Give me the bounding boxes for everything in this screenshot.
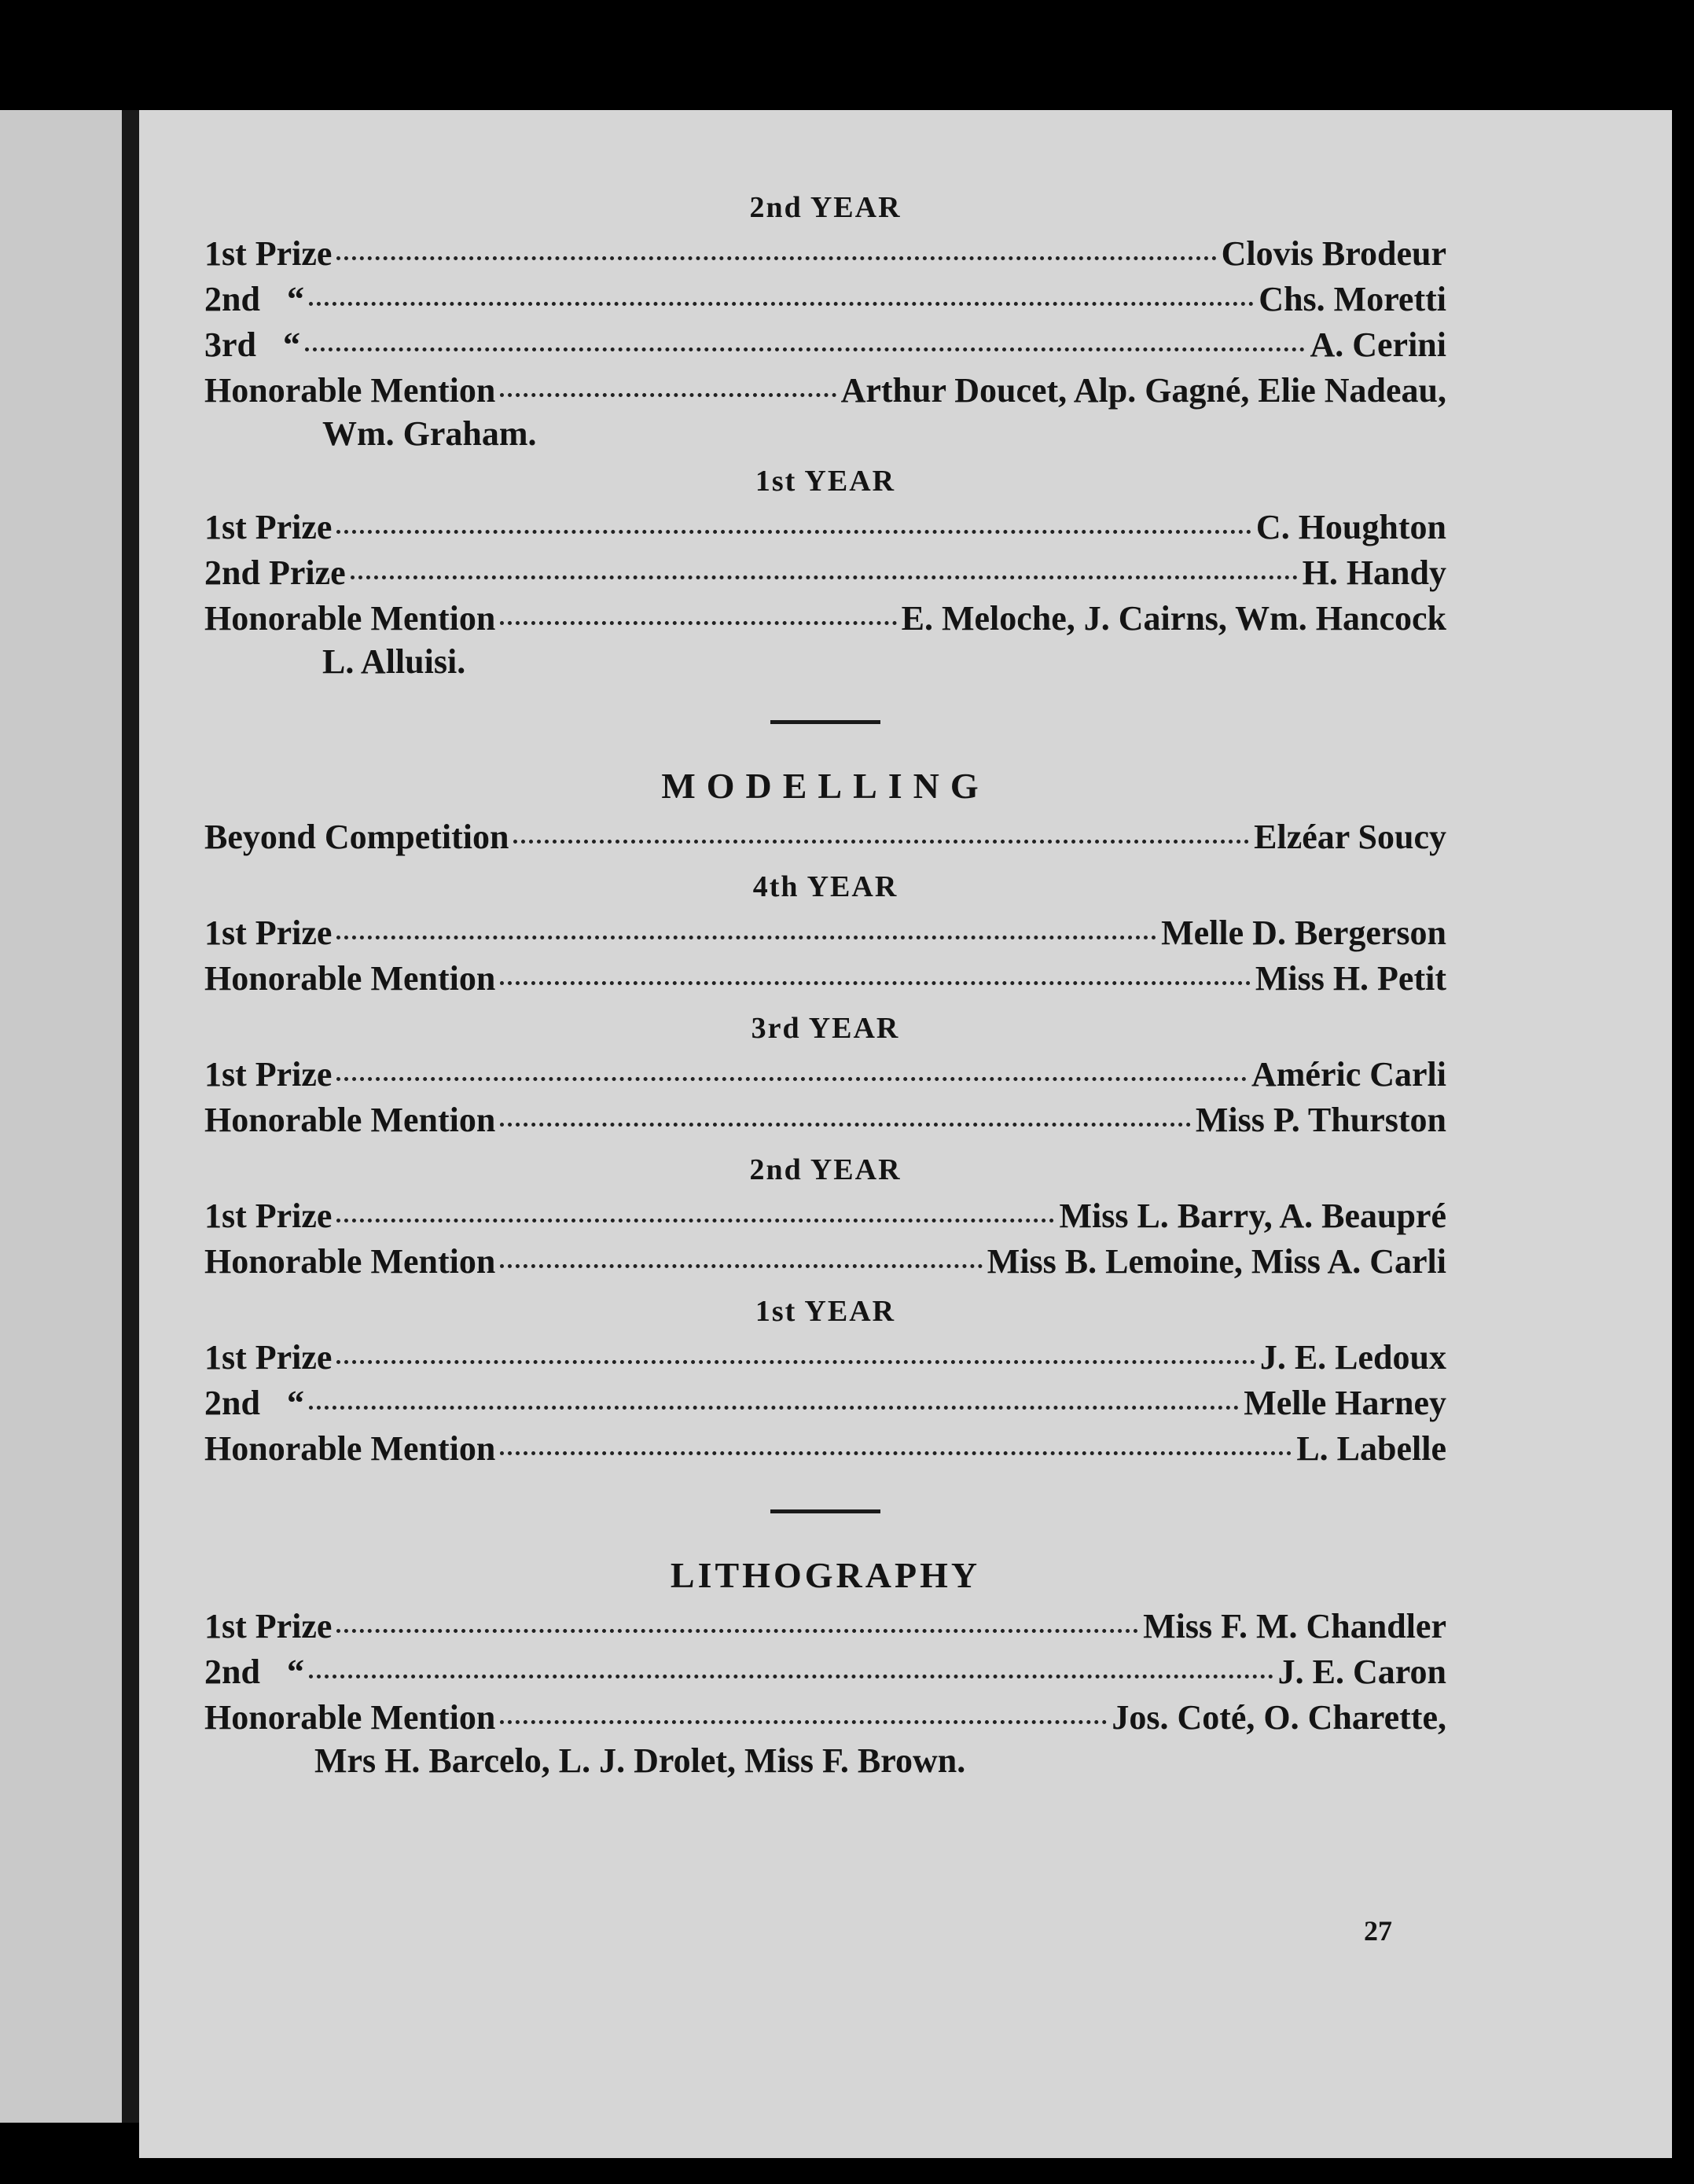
dot-leader (351, 575, 1298, 579)
award-row (204, 550, 1446, 596)
award-recipient: Clovis Brodeur (1221, 234, 1446, 273)
award-row (204, 505, 1446, 550)
recipient-continuation: L. Alluisi. (322, 642, 466, 681)
section-title-modelling: MODELLING (661, 766, 990, 806)
dot-leader (336, 530, 1251, 534)
award-label: 2nd (204, 280, 260, 318)
binding-gutter (122, 110, 139, 2123)
award-recipient: C. Houghton (1255, 508, 1446, 546)
year-heading: 1st YEAR (755, 1295, 896, 1328)
award-row (204, 956, 1446, 1002)
dot-leader (500, 1123, 1191, 1127)
award-row (204, 231, 1446, 277)
recipient-continuation: Mrs H. Barcelo, L. J. Drolet, Miss F. Brown. (314, 1741, 966, 1780)
dot-leader (336, 936, 1156, 939)
dot-leader (336, 1629, 1138, 1633)
award-recipient: J. E. Caron (1277, 1653, 1446, 1691)
award-recipient: J. E. Ledoux (1259, 1338, 1446, 1377)
award-row (204, 596, 1446, 642)
award-label: 2nd (204, 1653, 260, 1691)
year-heading: 3rd YEAR (751, 1012, 900, 1045)
award-recipient: Miss P. Thurston (1195, 1101, 1446, 1139)
award-recipient: Miss L. Barry, A. Beaupré (1059, 1197, 1446, 1235)
dot-leader (336, 1360, 1255, 1364)
award-row (204, 1193, 1446, 1239)
award-row (204, 1098, 1446, 1143)
dot-leader (336, 1077, 1247, 1081)
award-recipient: L. Labelle (1296, 1429, 1446, 1468)
dot-leader (336, 256, 1216, 260)
year-heading: 1st YEAR (755, 465, 896, 498)
award-recipient: Améric Carli (1251, 1055, 1446, 1094)
ditto-mark: “ (286, 1653, 304, 1691)
award-recipient: A. Cerini (1310, 325, 1446, 364)
dot-leader (336, 1219, 1054, 1223)
award-label: 1st Prize (204, 1607, 333, 1645)
page-content (204, 181, 1446, 1781)
dot-leader (500, 393, 836, 397)
award-recipient: Miss H. Petit (1255, 959, 1446, 998)
dot-leader (500, 621, 896, 625)
facing-page-edge (0, 110, 122, 2123)
award-row (204, 910, 1446, 956)
award-label: 1st Prize (204, 1197, 333, 1235)
award-row (204, 1239, 1446, 1285)
dot-leader (513, 840, 1249, 844)
recipient-continuation: Wm. Graham. (322, 414, 537, 453)
section-title-lithography: LITHOGRAPHY (670, 1555, 981, 1595)
ditto-mark: “ (286, 1384, 304, 1422)
award-label: Honorable Mention (204, 371, 496, 410)
award-recipient: H. Handy (1302, 553, 1446, 592)
award-label: 1st Prize (204, 914, 333, 952)
award-row (204, 322, 1446, 368)
award-row (204, 368, 1446, 414)
award-label: Honorable Mention (204, 1429, 496, 1468)
page-number: 27 (1364, 1915, 1392, 1947)
award-recipient: Elzéar Soucy (1254, 818, 1446, 856)
award-recipient: Melle D. Bergerson (1161, 914, 1446, 952)
award-label: Beyond Competition (204, 818, 509, 856)
award-row (204, 1695, 1446, 1741)
award-label: Honorable Mention (204, 959, 496, 998)
award-label: 1st Prize (204, 1338, 333, 1377)
award-row (204, 1649, 1446, 1695)
dot-leader (309, 1675, 1273, 1678)
dot-leader (500, 1720, 1107, 1724)
dot-leader (500, 981, 1251, 985)
year-heading: 2nd YEAR (749, 191, 902, 224)
year-heading: 4th YEAR (752, 870, 898, 903)
award-row (204, 1381, 1446, 1426)
award-row (204, 277, 1446, 322)
award-recipient: Miss F. M. Chandler (1143, 1607, 1446, 1645)
award-label: Honorable Mention (204, 1242, 496, 1281)
award-row (204, 1335, 1446, 1381)
dot-leader (305, 347, 1305, 351)
award-recipient: Jos. Coté, O. Charette, (1112, 1698, 1446, 1737)
ditto-mark: “ (286, 280, 304, 318)
ditto-mark: “ (283, 325, 300, 364)
award-label: 1st Prize (204, 234, 333, 273)
award-recipient: Chs. Moretti (1259, 280, 1446, 318)
award-recipient: Miss B. Lemoine, Miss A. Carli (987, 1242, 1446, 1281)
dot-leader (500, 1264, 982, 1268)
award-label: 3rd (204, 325, 256, 364)
award-recipient: Arthur Doucet, Alp. Gagné, Elie Nadeau, (840, 371, 1446, 410)
section-divider (770, 720, 880, 724)
award-label: 2nd (204, 1384, 260, 1422)
award-recipient: Melle Harney (1244, 1384, 1446, 1422)
section-divider (770, 1509, 880, 1513)
year-heading: 2nd YEAR (749, 1153, 902, 1186)
award-label: 2nd Prize (204, 553, 346, 592)
award-label: 1st Prize (204, 1055, 333, 1094)
award-label: Honorable Mention (204, 599, 496, 638)
award-label: Honorable Mention (204, 1698, 496, 1737)
award-label: 1st Prize (204, 508, 333, 546)
award-row (204, 1604, 1446, 1649)
dot-leader (500, 1451, 1292, 1455)
dot-leader (309, 302, 1254, 306)
award-row (204, 814, 1446, 860)
award-label: Honorable Mention (204, 1101, 496, 1139)
dot-leader (309, 1406, 1239, 1410)
award-recipient: E. Meloche, J. Cairns, Wm. Hancock (901, 599, 1446, 638)
award-row (204, 1052, 1446, 1098)
award-row (204, 1426, 1446, 1472)
